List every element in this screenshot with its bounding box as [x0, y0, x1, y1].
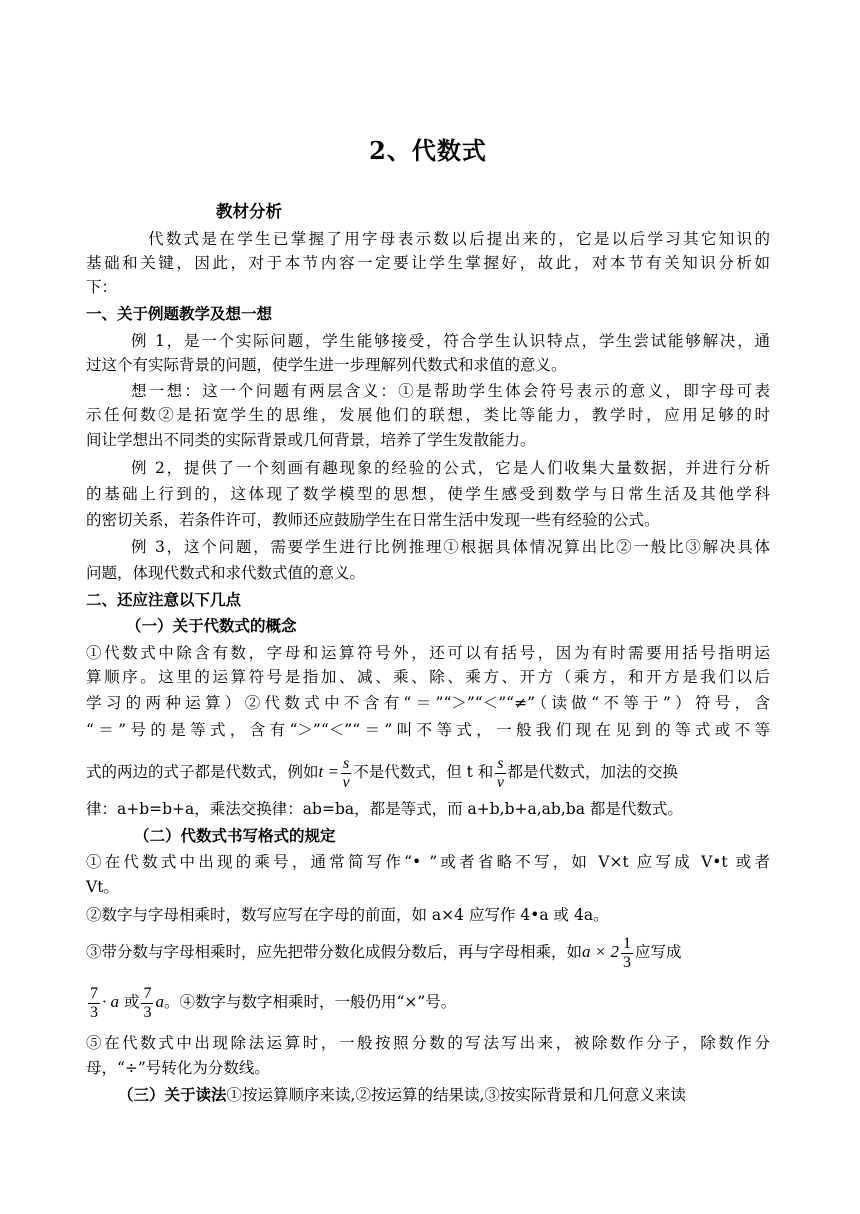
part1-line-10: 问题，体现代数式和求代数式值的意义。 [86, 564, 366, 582]
part1-heading: 一、关于例题教学及想一想 [86, 304, 273, 323]
fraction-numerator: s [497, 754, 504, 772]
formula-text-pre: 式的两边的式子都是代数式，例如 [86, 763, 319, 781]
fraction-denominator: 3 [90, 1003, 98, 1021]
sub1-formula-line [86, 752, 770, 792]
fraction-denominator: 3 [143, 1003, 152, 1021]
fraction-s-over-v [341, 755, 351, 792]
sub1-heading: （一）关于代数式的概念 [126, 616, 297, 635]
formula-mul-a: · a [102, 992, 119, 1011]
sub2-formula-line [86, 931, 770, 973]
fraction-numerator: 7 [143, 984, 152, 1002]
formula-text-post: 应写成 [635, 943, 682, 961]
fraction-numerator: 1 [623, 934, 631, 952]
part1-line-5: 间让学想出不同类的实际背景或几何背景，培养了学生发散能力。 [86, 431, 536, 449]
part2-heading: 二、还应注意以下几点 [86, 590, 242, 609]
sub1-line-2: 算顺序。这里的运算符号是指加、减、乘、除、乘方、开方（乘方，和开方是我们以后 [86, 668, 770, 686]
fraction-seven-thirds-2 [141, 985, 153, 1022]
part1-line-8: 的密切关系，若条件许可，教师还应鼓励学生在日常生活中发现一些有经验的公式。 [86, 511, 660, 529]
fraction-denominator: v [496, 773, 504, 791]
sub2-heading: （二）代数式书写格式的规定 [134, 826, 336, 845]
intro-line-3: 下： [86, 278, 118, 296]
sub2-tail-line-2: 母，“÷”号转化为分数线。 [86, 1059, 270, 1077]
formula-or: 或 [123, 993, 140, 1011]
sub1-line-3: 学习的两种运算）②代数式中不含有“＝”“＞”“＜”“≠”（读做“不等于”）符号，含 [86, 694, 770, 712]
part1-line-9: 例 3，这个问题，需要学生进行比例推理①根据具体情况算出比②一般比③解决具体 [131, 538, 770, 556]
sub2-tail-line-1: ⑤在代数式中出现除法运算时，一般按照分数的写法写出来，被除数作分子，除数作分 [86, 1034, 770, 1052]
sub3-heading: （三）关于读法 [118, 1085, 227, 1104]
fraction-numerator: s [342, 754, 350, 772]
fraction-denominator: 3 [623, 953, 631, 971]
sub2-line-3: ②数字与字母相乘时，数写应写在字母的前面，如 a×4 应写作 4•a 或 4a。 [86, 906, 609, 924]
sub2-formula-line-2 [86, 981, 770, 1023]
formula-text-post: 。④数字与数字相乘时，一般仍用“×”号。 [163, 993, 457, 1011]
part1-line-2: 过这个有实际背景的问题，使学生进一步理解列代数式和求值的意义。 [86, 356, 567, 374]
part1-line-1: 例 1，是一个实际问题，学生能够接受，符合学生认识特点，学生尝试能够解决，通 [131, 332, 770, 350]
sub2-line-1: ①在代数式中出现的乘号，通常简写作“• ”或者省略不写，如 V×t 应写成 V•t 或者 [86, 853, 770, 871]
fraction-numerator: 7 [90, 984, 98, 1002]
page-title: 2、代数式 [369, 136, 487, 165]
formula-text-pre: ③带分数与字母相乘时，应先把带分数化成假分数后，再与字母相乘，如 [86, 943, 583, 961]
sub1-line-1: ①代数式中除含有数，字母和运算符号外，还可以有括号，因为有时需要用括号指明运 [86, 644, 770, 662]
mixed-fraction-one-third [621, 935, 633, 972]
intro-line-1: 代数式是在学生已掌握了用字母表示数以后提出来的，它是以后学习其它知识的 [148, 230, 770, 248]
sub3-line [118, 1085, 802, 1105]
part1-line-3: 想一想：这一个问题有两层含义：①是帮助学生体会符号表示的意义，即字母可表 [131, 382, 770, 400]
formula-text-post: 都是代数式，加法的交换 [507, 763, 679, 781]
fraction-denominator: v [342, 773, 350, 791]
sub3-text: ①按运算顺序来读,②按运算的结果读,③按实际背景和几何意义来读 [226, 1086, 686, 1104]
section-heading: 教材分析 [216, 202, 282, 221]
formula-var-a: a [155, 992, 164, 1011]
sub2-line-2: Vt。 [86, 878, 119, 896]
formula-mixed-expr: a × 2 [582, 942, 619, 961]
fraction-s-over-v-2 [495, 755, 505, 792]
intro-line-2: 基础和关键，因此，对于本节内容一定要让学生掌握好，故此，对本节有关知识分析如 [86, 254, 770, 272]
part1-line-4: 示任何数②是拓宽学生的思维，发展他们的联想，类比等能力，教学时，应用足够的时 [86, 406, 770, 424]
formula-eq-lhs: t = [318, 762, 339, 781]
part1-line-6: 例 2，提供了一个刻画有趣现象的经验的公式，它是人们收集大量数据，并进行分析 [131, 459, 770, 477]
part1-line-7: 的基础上行到的，这体现了数学模型的思想，使学生感受到数学与日常生活及其他学科 [86, 485, 770, 503]
sub1-last-line: 律：a+b=b+a，乘法交换律：ab=ba，都是等式，而 a+b,b+a,ab,ba 都是代数式。 [86, 800, 683, 818]
sub1-line-4: “＝”号的是等式，含有“＞”“＜”“＝”叫不等式，一般我们现在见到的等式或不等 [86, 721, 770, 739]
fraction-seven-thirds [88, 985, 100, 1022]
formula-text-mid: 不是代数式，但 t 和 [353, 763, 494, 781]
